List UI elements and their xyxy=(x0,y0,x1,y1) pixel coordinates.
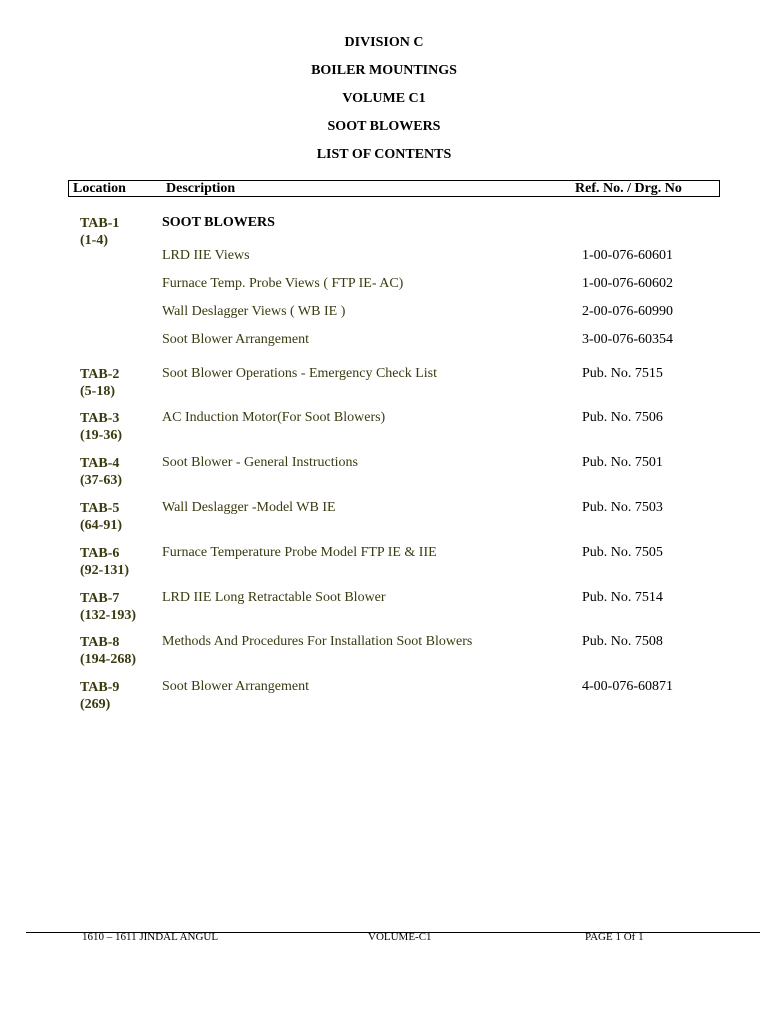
contents-title: LIST OF CONTENTS xyxy=(316,147,452,162)
entry-description: LRD IIE Long Retractable Soot Blower xyxy=(162,590,386,605)
tab-label: TAB-5 xyxy=(80,501,120,516)
entry-ref: Pub. No. 7503 xyxy=(582,500,663,515)
document-title: BOILER MOUNTINGS xyxy=(311,63,457,78)
entry-description: Methods And Procedures For Installation Soot Blowers xyxy=(162,634,473,649)
tab-page-range: (19-36) xyxy=(80,428,122,443)
entry-ref: Pub. No. 7505 xyxy=(582,545,663,560)
entry-ref: Pub. No. 7515 xyxy=(582,366,663,381)
tab-page-range: (194-268) xyxy=(80,652,136,667)
entry-description: Soot Blower - General Instructions xyxy=(162,455,358,470)
entry-description: Wall Deslagger -Model WB IE xyxy=(162,500,336,515)
column-description: Description xyxy=(166,181,236,196)
tab-location xyxy=(80,500,122,534)
entry-description: Furnace Temp. Probe Views ( FTP IE- AC) xyxy=(162,276,404,291)
entry-ref: 1-00-076-60602 xyxy=(582,276,673,291)
tab-label: TAB-9 xyxy=(80,680,120,695)
entry-ref: Pub. No. 7501 xyxy=(582,455,663,470)
tab-location xyxy=(80,634,136,668)
tab-location xyxy=(80,679,119,713)
entry-description: AC Induction Motor(For Soot Blowers) xyxy=(162,410,386,425)
tab-page-range: (132-193) xyxy=(80,608,136,623)
entry-description: Soot Blower Arrangement xyxy=(162,332,309,347)
tab-heading: SOOT BLOWERS xyxy=(162,215,275,230)
entry-description: Soot Blower Operations - Emergency Check List xyxy=(162,366,438,381)
entry-ref: 1-00-076-60601 xyxy=(582,248,673,263)
entry-ref: Pub. No. 7514 xyxy=(582,590,663,605)
tab-label: TAB-8 xyxy=(80,635,120,650)
tab-label: TAB-7 xyxy=(80,591,120,606)
division-title: DIVISION C xyxy=(344,35,424,50)
footer-volume: VOLUME-C1 xyxy=(368,931,432,943)
tab-location xyxy=(80,545,129,579)
entry-description: Soot Blower Arrangement xyxy=(162,679,309,694)
entry-description: Wall Deslagger Views ( WB IE ) xyxy=(162,304,346,319)
entry-ref: 3-00-076-60354 xyxy=(582,332,673,347)
tab-location xyxy=(80,366,119,400)
tab-page-range: (64-91) xyxy=(80,518,122,533)
tab-page-range: (5-18) xyxy=(80,384,115,399)
column-header xyxy=(68,180,720,197)
tab-location xyxy=(80,410,122,444)
entry-ref: Pub. No. 7508 xyxy=(582,634,663,649)
tab-page-range: (269) xyxy=(80,697,111,712)
entry-ref: 4-00-076-60871 xyxy=(582,679,673,694)
tab-page-range: (92-131) xyxy=(80,563,129,578)
entry-description: Furnace Temperature Probe Model FTP IE & IIE xyxy=(162,545,437,560)
tab-location xyxy=(80,215,119,249)
entry-ref: Pub. No. 7506 xyxy=(582,410,663,425)
footer-project: 1610 – 1611 JINDAL ANGUL xyxy=(82,931,219,943)
tab-label: TAB-3 xyxy=(80,411,120,426)
column-ref: Ref. No. / Drg. No xyxy=(575,181,682,196)
volume-title: VOLUME C1 xyxy=(342,91,426,106)
tab-label: TAB-6 xyxy=(80,546,120,561)
entry-description: LRD IIE Views xyxy=(162,248,250,263)
tab-page-range: (37-63) xyxy=(80,473,122,488)
tab-label: TAB-1 xyxy=(80,216,120,231)
tab-location xyxy=(80,590,136,624)
tab-label: TAB-4 xyxy=(80,456,120,471)
tab-location xyxy=(80,455,122,489)
entry-ref: 2-00-076-60990 xyxy=(582,304,673,319)
footer-page: PAGE 1 Of 1 xyxy=(585,931,644,943)
subject-title: SOOT BLOWERS xyxy=(327,119,441,134)
tab-label: TAB-2 xyxy=(80,367,120,382)
tab-page-range: (1-4) xyxy=(80,233,108,248)
column-location: Location xyxy=(73,181,126,196)
